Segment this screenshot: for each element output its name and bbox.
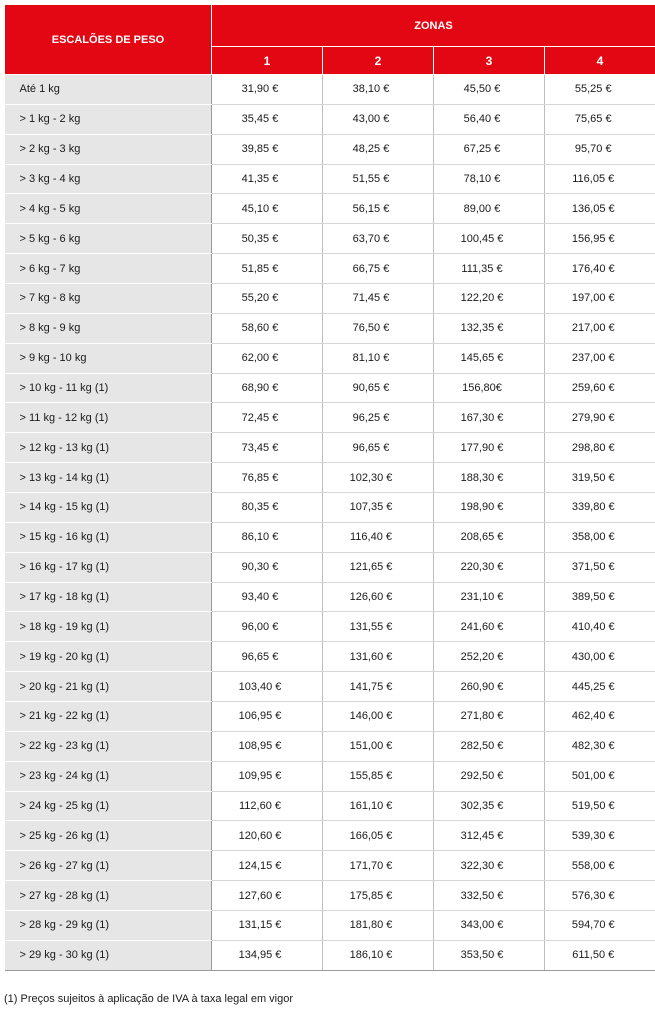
table-row (5, 612, 655, 642)
zone-2-price-cell: 146,00 € (323, 702, 434, 732)
zone-1-price-cell: 55,20 € (212, 284, 323, 314)
zone-1-price-cell: 51,85 € (212, 254, 323, 284)
zone-3-price-cell: 292,50 € (434, 761, 545, 791)
zone-4-price-cell: 482,30 € (545, 731, 655, 761)
zone-4-price-cell: 371,50 € (545, 552, 655, 582)
table-row (5, 134, 655, 164)
zone-2-price-cell: 116,40 € (323, 522, 434, 552)
zone-3-price-cell: 132,35 € (434, 313, 545, 343)
table-row (5, 463, 655, 493)
table-row (5, 403, 655, 433)
zone-3-header: 3 (434, 47, 545, 75)
zone-1-price-cell: 73,45 € (212, 433, 323, 463)
zone-3-price-cell: 252,20 € (434, 642, 545, 672)
zone-1-price-cell: 90,30 € (212, 552, 323, 582)
zone-4-price-cell: 319,50 € (545, 463, 655, 493)
zone-2-price-cell: 126,60 € (323, 582, 434, 612)
weight-bracket-cell: > 14 kg - 15 kg (1) (5, 493, 212, 523)
weight-bracket-cell: > 1 kg - 2 kg (5, 104, 212, 134)
zone-1-price-cell: 96,65 € (212, 642, 323, 672)
zone-4-price-cell: 55,25 € (545, 75, 655, 105)
zone-3-price-cell: 145,65 € (434, 343, 545, 373)
zone-2-price-cell: 171,70 € (323, 851, 434, 881)
table-row (5, 881, 655, 911)
zone-3-price-cell: 177,90 € (434, 433, 545, 463)
zone-2-price-cell: 51,55 € (323, 164, 434, 194)
zone-1-price-cell: 41,35 € (212, 164, 323, 194)
table-row (5, 433, 655, 463)
weight-bracket-cell: > 29 kg - 30 kg (1) (5, 940, 212, 970)
zone-1-price-cell: 134,95 € (212, 940, 323, 970)
zone-2-price-cell: 96,65 € (323, 433, 434, 463)
weight-bracket-cell: > 28 kg - 29 kg (1) (5, 911, 212, 941)
zone-4-price-cell: 445,25 € (545, 672, 655, 702)
zone-4-price-cell: 116,05 € (545, 164, 655, 194)
weight-bracket-cell: > 27 kg - 28 kg (1) (5, 881, 212, 911)
zone-1-price-cell: 76,85 € (212, 463, 323, 493)
zone-1-price-cell: 124,15 € (212, 851, 323, 881)
table-row (5, 104, 655, 134)
zone-1-price-cell: 96,00 € (212, 612, 323, 642)
zone-4-price-cell: 298,80 € (545, 433, 655, 463)
weight-bracket-cell: > 23 kg - 24 kg (1) (5, 761, 212, 791)
zone-4-price-cell: 611,50 € (545, 940, 655, 970)
zone-3-price-cell: 312,45 € (434, 821, 545, 851)
zone-3-price-cell: 78,10 € (434, 164, 545, 194)
zone-1-price-cell: 106,95 € (212, 702, 323, 732)
zone-3-price-cell: 56,40 € (434, 104, 545, 134)
zone-3-price-cell: 220,30 € (434, 552, 545, 582)
weight-bracket-cell: > 8 kg - 9 kg (5, 313, 212, 343)
zone-1-price-cell: 31,90 € (212, 75, 323, 105)
weight-bracket-cell: > 17 kg - 18 kg (1) (5, 582, 212, 612)
weight-bracket-cell: > 3 kg - 4 kg (5, 164, 212, 194)
weight-bracket-cell: > 6 kg - 7 kg (5, 254, 212, 284)
table-row (5, 940, 655, 970)
zone-3-price-cell: 260,90 € (434, 672, 545, 702)
zone-1-price-cell: 45,10 € (212, 194, 323, 224)
zone-2-price-cell: 90,65 € (323, 373, 434, 403)
zone-2-price-cell: 38,10 € (323, 75, 434, 105)
zone-3-price-cell: 302,35 € (434, 791, 545, 821)
zone-4-price-cell: 217,00 € (545, 313, 655, 343)
weight-bracket-cell: > 7 kg - 8 kg (5, 284, 212, 314)
price-table (4, 4, 655, 971)
table-row (5, 642, 655, 672)
zone-2-price-cell: 166,05 € (323, 821, 434, 851)
zone-3-price-cell: 89,00 € (434, 194, 545, 224)
zone-3-price-cell: 353,50 € (434, 940, 545, 970)
zone-4-price-cell: 519,50 € (545, 791, 655, 821)
weight-bracket-cell: > 21 kg - 22 kg (1) (5, 702, 212, 732)
table-row (5, 343, 655, 373)
zone-4-price-cell: 358,00 € (545, 522, 655, 552)
weight-bracket-cell: > 25 kg - 26 kg (1) (5, 821, 212, 851)
weight-bracket-cell: > 10 kg - 11 kg (1) (5, 373, 212, 403)
zone-1-price-cell: 131,15 € (212, 911, 323, 941)
weight-bracket-cell: > 16 kg - 17 kg (1) (5, 552, 212, 582)
table-row (5, 672, 655, 702)
zone-4-price-cell: 462,40 € (545, 702, 655, 732)
weight-bracket-cell: > 5 kg - 6 kg (5, 224, 212, 254)
zone-4-price-cell: 558,00 € (545, 851, 655, 881)
zone-4-price-cell: 576,30 € (545, 881, 655, 911)
zone-4-price-cell: 75,65 € (545, 104, 655, 134)
weight-bracket-cell: > 15 kg - 16 kg (1) (5, 522, 212, 552)
zone-2-price-cell: 155,85 € (323, 761, 434, 791)
zone-4-header: 4 (545, 47, 655, 75)
zone-2-price-cell: 121,65 € (323, 552, 434, 582)
price-table-body (5, 75, 655, 971)
zone-4-price-cell: 339,80 € (545, 493, 655, 523)
table-row (5, 194, 655, 224)
table-row (5, 284, 655, 314)
zone-1-price-cell: 127,60 € (212, 881, 323, 911)
zone-3-price-cell: 167,30 € (434, 403, 545, 433)
zone-3-price-cell: 188,30 € (434, 463, 545, 493)
zone-4-price-cell: 237,00 € (545, 343, 655, 373)
table-row (5, 373, 655, 403)
zone-1-price-cell: 58,60 € (212, 313, 323, 343)
zone-2-price-cell: 161,10 € (323, 791, 434, 821)
zone-1-price-cell: 50,35 € (212, 224, 323, 254)
zone-4-price-cell: 539,30 € (545, 821, 655, 851)
footnote: (1) Preços sujeitos à aplicação de IVA à taxa legal em vigor (4, 993, 294, 1005)
table-row (5, 702, 655, 732)
weight-bracket-cell: > 11 kg - 12 kg (1) (5, 403, 212, 433)
zone-3-price-cell: 231,10 € (434, 582, 545, 612)
zone-2-price-cell: 48,25 € (323, 134, 434, 164)
weight-bracket-cell: > 22 kg - 23 kg (1) (5, 731, 212, 761)
zone-3-price-cell: 322,30 € (434, 851, 545, 881)
table-row (5, 254, 655, 284)
table-row (5, 164, 655, 194)
zone-1-header: 1 (212, 47, 323, 75)
zone-4-price-cell: 430,00 € (545, 642, 655, 672)
zone-2-price-cell: 175,85 € (323, 881, 434, 911)
zone-2-price-cell: 63,70 € (323, 224, 434, 254)
zone-3-price-cell: 332,50 € (434, 881, 545, 911)
zone-4-price-cell: 410,40 € (545, 612, 655, 642)
zone-2-price-cell: 131,55 € (323, 612, 434, 642)
zone-4-price-cell: 501,00 € (545, 761, 655, 791)
zone-1-price-cell: 62,00 € (212, 343, 323, 373)
weight-bracket-cell: > 13 kg - 14 kg (1) (5, 463, 212, 493)
zone-4-price-cell: 259,60 € (545, 373, 655, 403)
zone-3-price-cell: 198,90 € (434, 493, 545, 523)
zone-1-price-cell: 86,10 € (212, 522, 323, 552)
zone-1-price-cell: 93,40 € (212, 582, 323, 612)
zone-1-price-cell: 112,60 € (212, 791, 323, 821)
zone-1-price-cell: 80,35 € (212, 493, 323, 523)
zone-2-price-cell: 43,00 € (323, 104, 434, 134)
weight-bracket-cell: > 19 kg - 20 kg (1) (5, 642, 212, 672)
zone-2-price-cell: 96,25 € (323, 403, 434, 433)
zones-header: ZONAS (212, 5, 655, 47)
zone-3-price-cell: 67,25 € (434, 134, 545, 164)
zone-3-price-cell: 156,80€ (434, 373, 545, 403)
zone-1-price-cell: 72,45 € (212, 403, 323, 433)
zone-1-price-cell: 35,45 € (212, 104, 323, 134)
weight-bracket-cell: > 24 kg - 25 kg (1) (5, 791, 212, 821)
zone-2-price-cell: 107,35 € (323, 493, 434, 523)
table-row (5, 224, 655, 254)
zone-2-price-cell: 186,10 € (323, 940, 434, 970)
zone-1-price-cell: 108,95 € (212, 731, 323, 761)
table-row (5, 761, 655, 791)
zone-4-price-cell: 389,50 € (545, 582, 655, 612)
zone-3-price-cell: 241,60 € (434, 612, 545, 642)
zone-3-price-cell: 100,45 € (434, 224, 545, 254)
table-row (5, 582, 655, 612)
table-row (5, 851, 655, 881)
zone-2-price-cell: 141,75 € (323, 672, 434, 702)
table-row (5, 75, 655, 105)
zone-2-price-cell: 66,75 € (323, 254, 434, 284)
zone-4-price-cell: 95,70 € (545, 134, 655, 164)
weight-bracket-cell: > 4 kg - 5 kg (5, 194, 212, 224)
table-row (5, 493, 655, 523)
table-row (5, 522, 655, 552)
weight-bracket-cell: Até 1 kg (5, 75, 212, 105)
zone-2-price-cell: 131,60 € (323, 642, 434, 672)
zone-1-price-cell: 39,85 € (212, 134, 323, 164)
zone-3-price-cell: 111,35 € (434, 254, 545, 284)
zone-3-price-cell: 282,50 € (434, 731, 545, 761)
table-row (5, 552, 655, 582)
zone-4-price-cell: 197,00 € (545, 284, 655, 314)
table-row (5, 821, 655, 851)
weight-bracket-cell: > 9 kg - 10 kg (5, 343, 212, 373)
zone-4-price-cell: 176,40 € (545, 254, 655, 284)
zone-3-price-cell: 45,50 € (434, 75, 545, 105)
weight-bracket-cell: > 2 kg - 3 kg (5, 134, 212, 164)
zone-2-price-cell: 81,10 € (323, 343, 434, 373)
weight-bracket-cell: > 20 kg - 21 kg (1) (5, 672, 212, 702)
weight-bracket-cell: > 18 kg - 19 kg (1) (5, 612, 212, 642)
zone-3-price-cell: 208,65 € (434, 522, 545, 552)
zone-4-price-cell: 594,70 € (545, 911, 655, 941)
zone-4-price-cell: 156,95 € (545, 224, 655, 254)
zone-4-price-cell: 279,90 € (545, 403, 655, 433)
zone-2-price-cell: 151,00 € (323, 731, 434, 761)
table-row (5, 791, 655, 821)
zone-1-price-cell: 109,95 € (212, 761, 323, 791)
zone-2-price-cell: 76,50 € (323, 313, 434, 343)
zone-2-price-cell: 102,30 € (323, 463, 434, 493)
weight-column-header: ESCALÕES DE PESO (5, 5, 212, 75)
zone-2-header: 2 (323, 47, 434, 75)
zone-4-price-cell: 136,05 € (545, 194, 655, 224)
zone-3-price-cell: 343,00 € (434, 911, 545, 941)
zone-1-price-cell: 68,90 € (212, 373, 323, 403)
weight-bracket-cell: > 26 kg - 27 kg (1) (5, 851, 212, 881)
weight-bracket-cell: > 12 kg - 13 kg (1) (5, 433, 212, 463)
zone-2-price-cell: 181,80 € (323, 911, 434, 941)
zone-1-price-cell: 103,40 € (212, 672, 323, 702)
zone-3-price-cell: 271,80 € (434, 702, 545, 732)
zone-3-price-cell: 122,20 € (434, 284, 545, 314)
table-row (5, 313, 655, 343)
table-row (5, 911, 655, 941)
zone-2-price-cell: 56,15 € (323, 194, 434, 224)
price-table-header (5, 5, 655, 75)
zone-2-price-cell: 71,45 € (323, 284, 434, 314)
table-row (5, 731, 655, 761)
zone-1-price-cell: 120,60 € (212, 821, 323, 851)
